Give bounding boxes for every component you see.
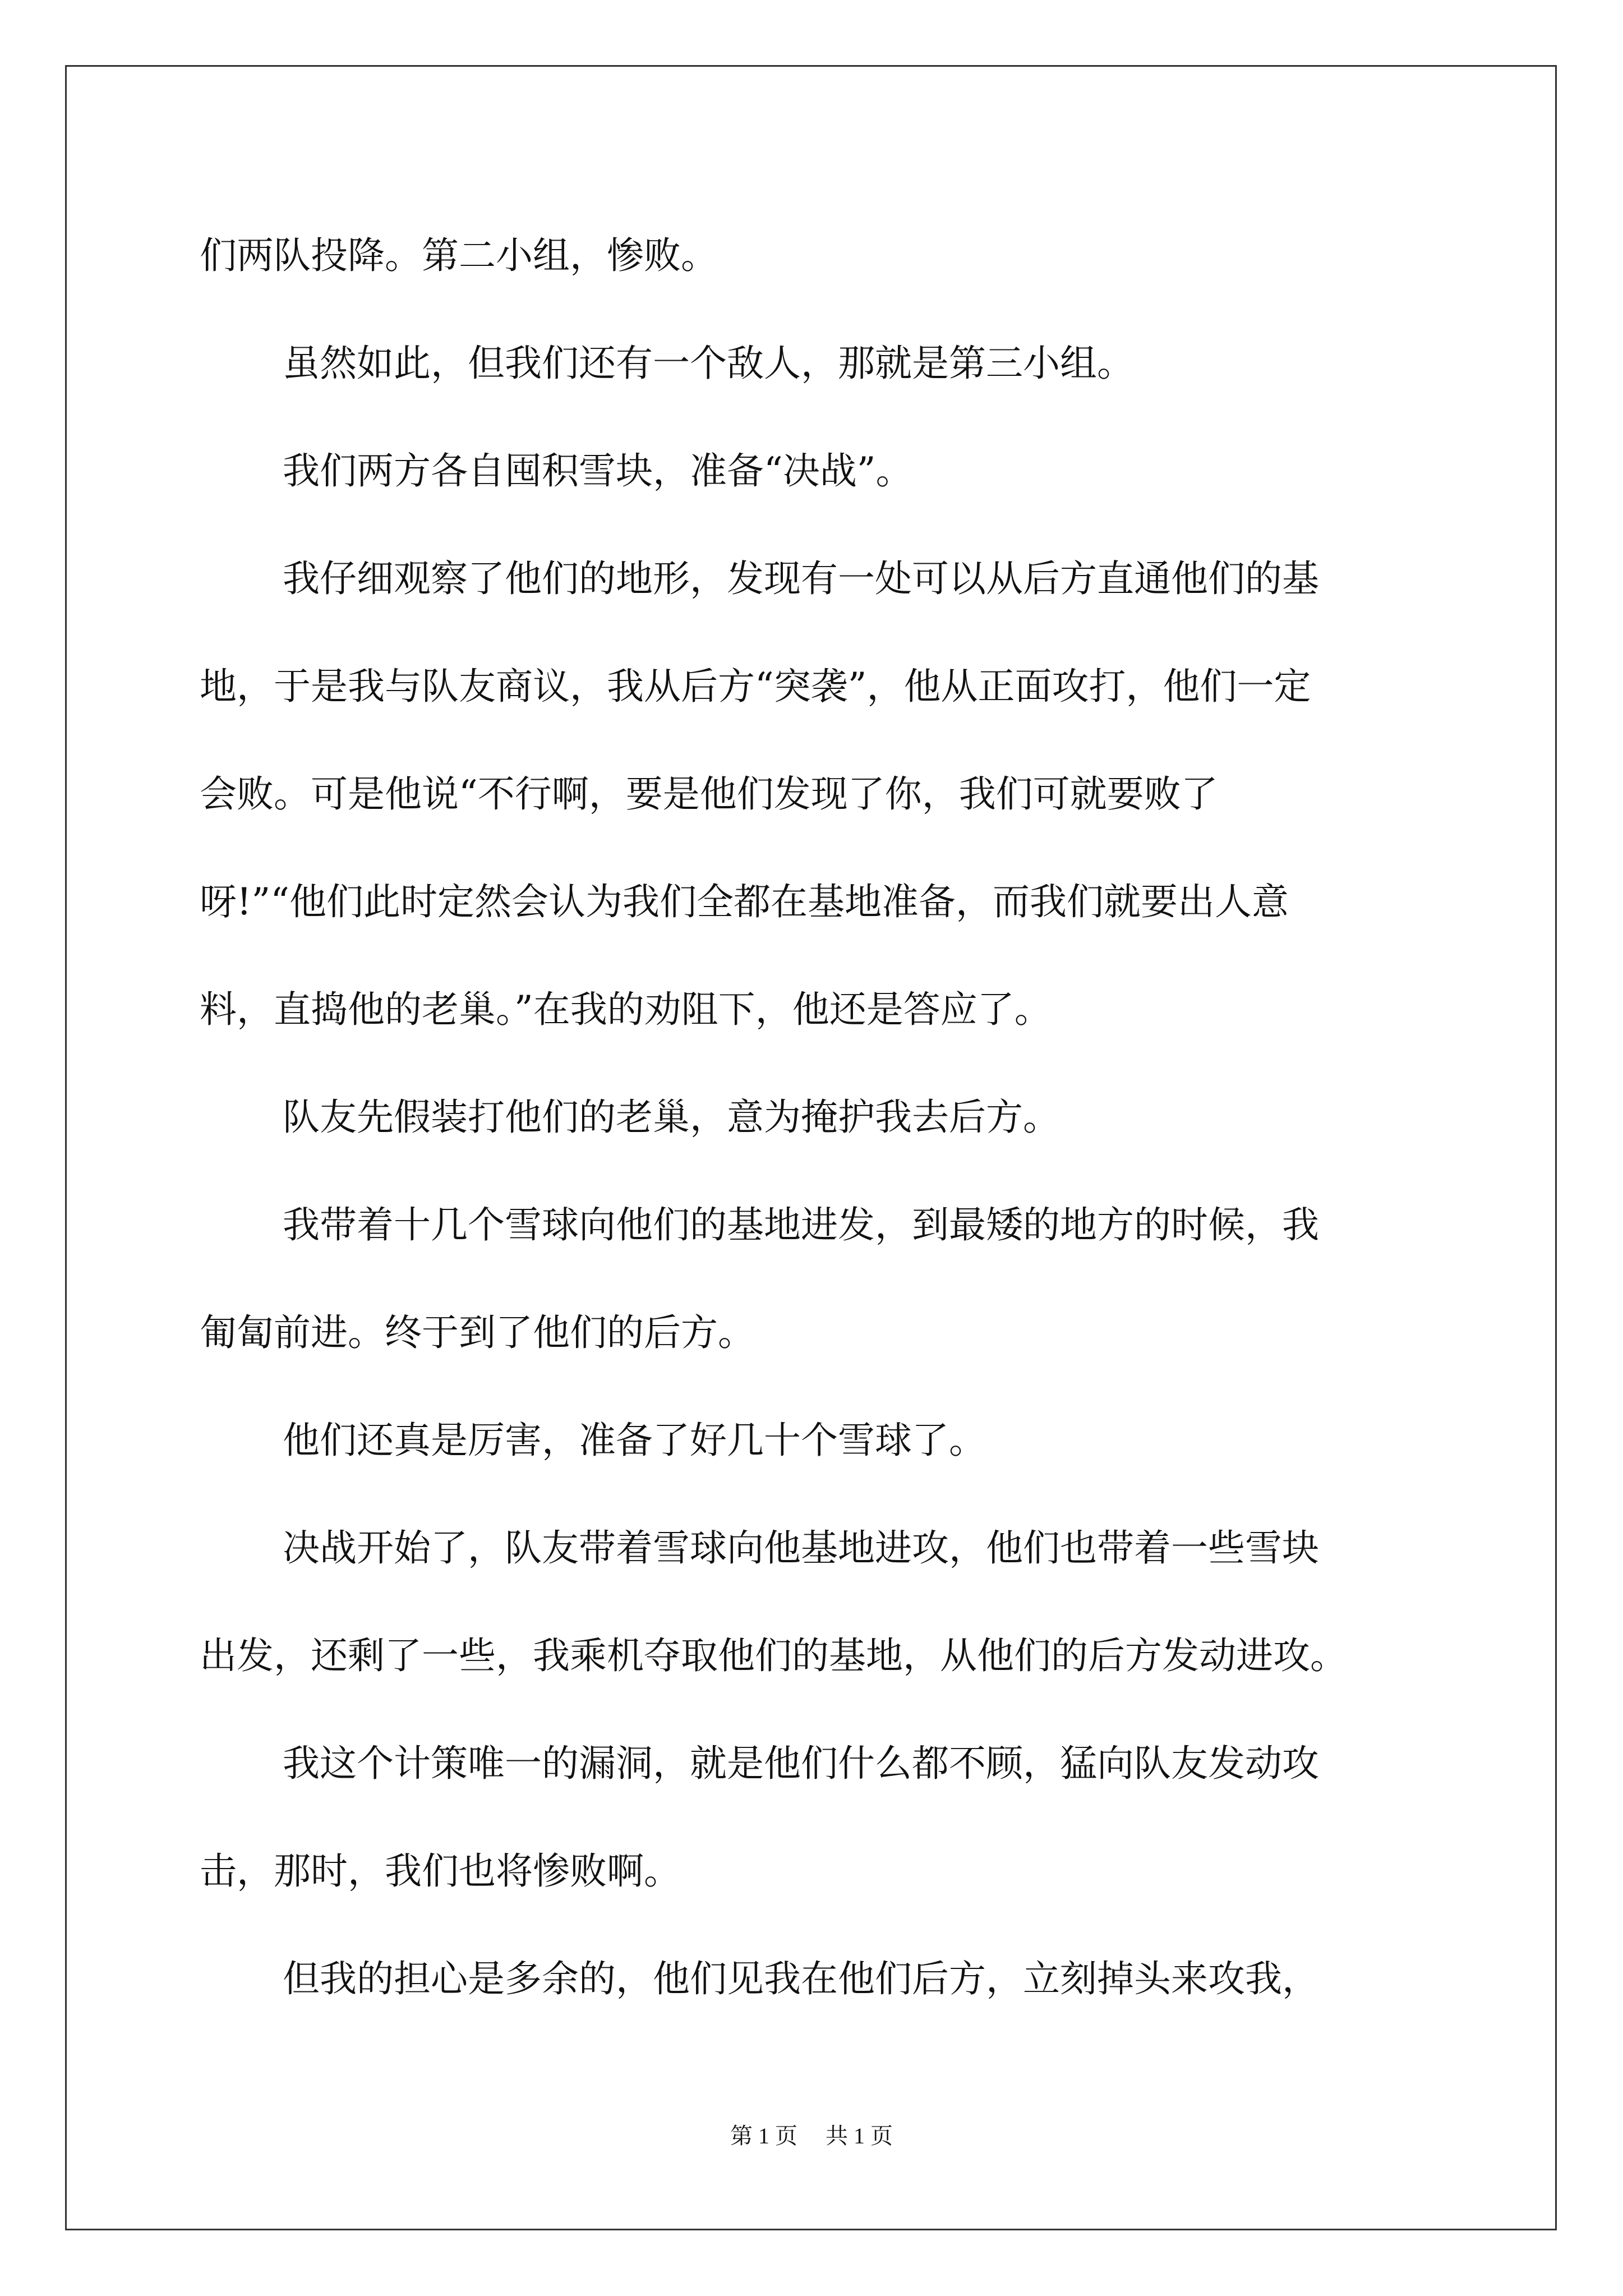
text-line: 虽然如此，但我们还有一个敌人，那就是第三小组。	[283, 342, 1134, 385]
text-line: 匍匐前进。终于到了他们的后方。	[200, 1311, 755, 1354]
text-line: 呀!”“他们此时定然会认为我们全都在基地准备，而我们就要出人意	[200, 880, 1289, 923]
page-number-footer: 第 1 页 共 1 页	[730, 2123, 893, 2148]
text-line: 击，那时，我们也将惨败啊。	[200, 1849, 681, 1893]
document-body	[200, 202, 1431, 2033]
text-line: 队友先假装打他们的老巢，意为掩护我去后方。	[283, 1096, 1060, 1139]
text-line: 们两队投降。第二小组，惨败。	[200, 234, 718, 277]
text-line: 我们两方各自囤积雪块，准备“决战”。	[283, 449, 913, 493]
text-line: 我这个计策唯一的漏洞，就是他们什么都不顾，猛向队友发动攻	[283, 1742, 1319, 1785]
text-line: 他们还真是厉害，准备了好几十个雪球了。	[283, 1419, 986, 1462]
text-line: 出发，还剩了一些，我乘机夺取他们的基地，从他们的后方发动进攻。	[200, 1634, 1347, 1677]
text-line: 我带着十几个雪球向他们的基地进发，到最矮的地方的时候，我	[283, 1203, 1319, 1246]
text-line: 但我的担心是多余的，他们见我在他们后方，立刻掉头来攻我，	[283, 1957, 1319, 2000]
text-line: 决战开始了，队友带着雪球向他基地进攻，他们也带着一些雪块	[283, 1526, 1319, 1570]
text-line: 我仔细观察了他们的地形，发现有一处可以从后方直通他们的基	[283, 557, 1319, 600]
text-line: 会败。可是他说“不行啊，要是他们发现了你，我们可就要败了	[200, 772, 1218, 816]
text-line: 地，于是我与队友商议，我从后方“突袭”，他从正面攻打，他们一定	[200, 665, 1311, 708]
text-line: 料，直捣他的老巢。”在我的劝阻下，他还是答应了。	[200, 988, 1052, 1031]
